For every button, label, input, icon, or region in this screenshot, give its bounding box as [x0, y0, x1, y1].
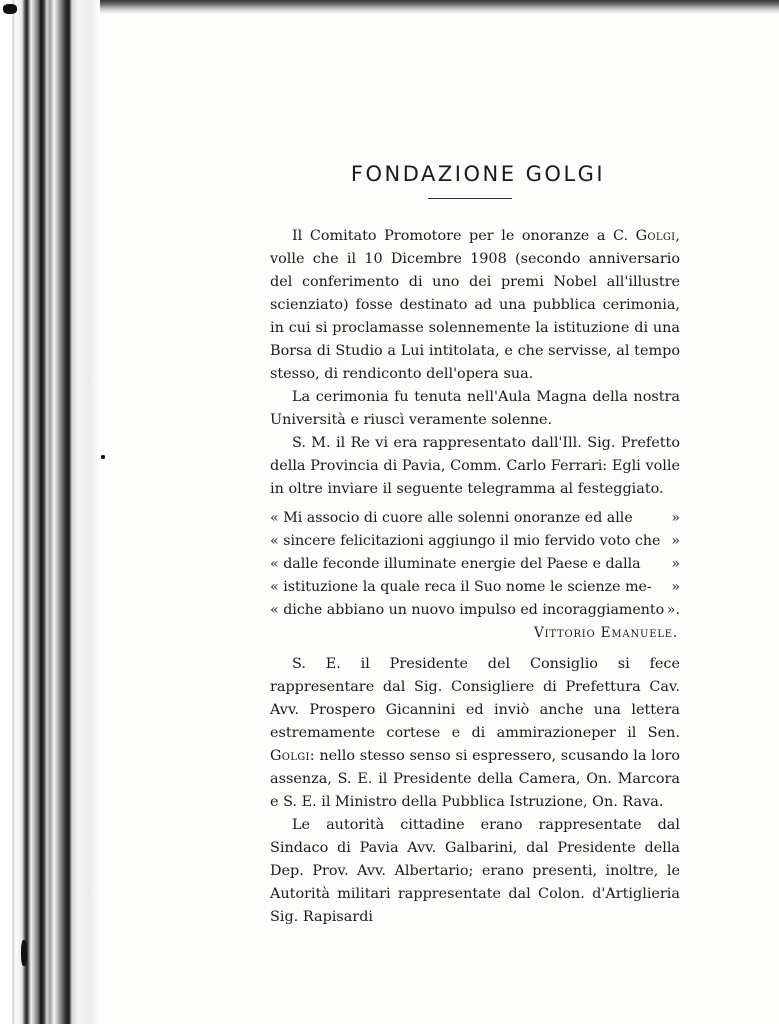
- page-title: FONDAZIONE GOLGI: [350, 162, 606, 186]
- telegram-line: « Mi associo di cuore alle solenni onoranze ed alle »: [270, 510, 680, 526]
- book-binding-edge: [0, 0, 100, 1024]
- telegram-signature: Vittorio Emanuele.: [533, 625, 678, 641]
- golgi-name: Golgi: [635, 228, 676, 244]
- book-page: [270, 0, 680, 1024]
- title-rule: [428, 198, 512, 199]
- telegram-line: « sincere felicitazioni aggiungo il mio fervido voto che »: [270, 533, 680, 549]
- body-text: [270, 225, 680, 929]
- paragraph-4: S. E. il Presidente del Consiglio si fece rappresentare dal Sig. Consigliere di Prefettura Cav. Avv. Prospero Gicannini ed inviò anche una lettera estremamente cortese e di ammirazioneper il Sen. Golgi: nello stesso senso si espressero, scusando la loro assenza, S. E. il Presidente della Camera, On. Marcora e S. E. il Ministro della Pubblica Istruzione, On. Rava.: [270, 656, 680, 810]
- telegram-quote: [270, 507, 680, 622]
- paragraph-3: S. M. il Re vi era rappresentato dall'Ill. Sig. Prefetto della Provincia di Pavia, Comm. Carlo Ferrari: Egli volle in oltre inviare il seguente telegramma al festeggiato.: [270, 435, 680, 497]
- golgi-name: Golgi: [270, 748, 310, 764]
- paragraph-2: La cerimonia fu tenuta nell'Aula Magna della nostra Università e riuscì veramente solenne.: [270, 389, 680, 428]
- telegram-line: « dalle feconde illuminate energie del Paese e dalla »: [270, 556, 680, 572]
- telegram-line: « diche abbiano un nuovo impulso ed incoraggiamento ».: [270, 602, 680, 618]
- paragraph-5: Le autorità cittadine erano rappresentate dal Sindaco di Pavia Avv. Galbarini, dal Presidente della Dep. Prov. Avv. Albertario; erano presenti, inoltre, le Autorità militari rappresentate dal Colon. d'Artiglieria Sig. Rapisardi: [270, 817, 680, 925]
- paragraph-1: Il Comitato Promotore per le onoranze a C. Golgi, volle che il 10 Dicembre 1908 (secondo anniversario del conferimento di uno dei premi Nobel all'illustre scienziato) fosse destinato ad una pubblica cerimonia, in cui si proclamasse solennemente la istituzione di una Borsa di Studio a Lui intitolata, e che servisse, al tempo stesso, di rendiconto dell'opera sua.: [270, 228, 680, 382]
- telegram-line: « istituzione la quale reca il Suo nome le scienze me- »: [270, 579, 680, 595]
